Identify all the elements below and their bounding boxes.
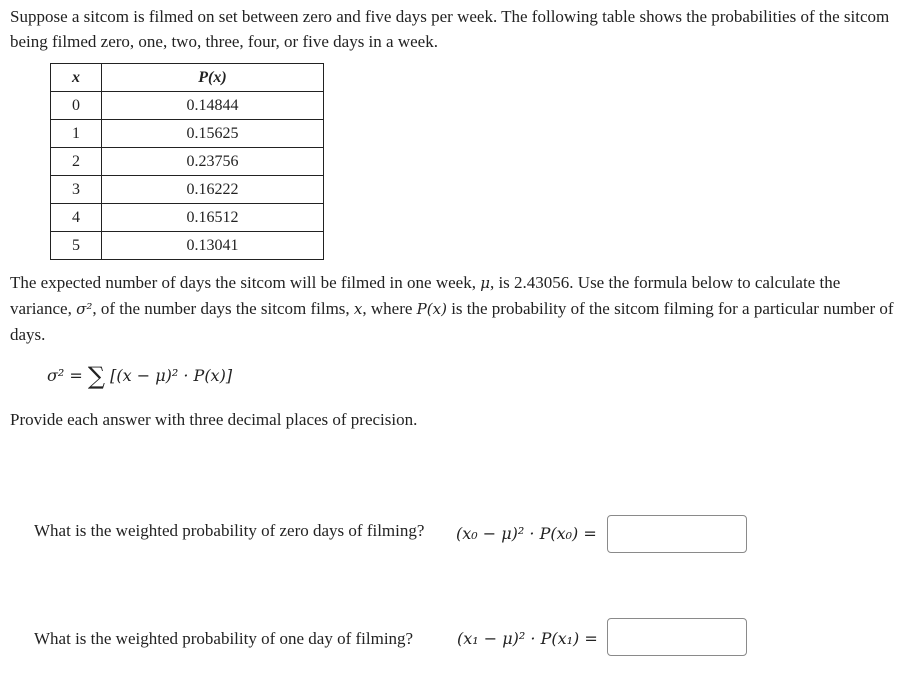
table-row: [51, 176, 324, 204]
expected-text-4: , where: [362, 299, 417, 318]
question-one-day-expression: (x₁ − μ)² · P(x₁) =: [457, 629, 598, 648]
header-x: x: [51, 64, 102, 92]
summation-icon: ∑: [87, 362, 106, 390]
table-header-row: [51, 64, 324, 92]
cell-px: 0.16222: [102, 176, 324, 204]
formula-lhs: σ² =: [47, 366, 88, 385]
px-symbol: P(x): [416, 300, 447, 318]
answer-one-day-input[interactable]: [607, 618, 747, 656]
header-px: P(x): [102, 64, 324, 92]
table-row: [51, 232, 324, 260]
precision-instruction: Provide each answer with three decimal places of precision.: [10, 410, 418, 429]
cell-px: 0.15625: [102, 120, 324, 148]
cell-px: 0.16512: [102, 204, 324, 232]
question-zero-days-label: What is the weighted probability of zero days of filming?: [34, 521, 425, 540]
cell-px: 0.13041: [102, 232, 324, 260]
intro-text: Suppose a sitcom is filmed on set between zero and five days per week. The following table shows the probabilities of the sitcom being filmed zero, one, two, three, four, or five days in a week.: [10, 7, 890, 51]
sigma-squared-symbol: σ²: [76, 300, 93, 318]
variance-formula: [47, 362, 232, 390]
question-zero-days-expression: (x₀ − μ)² · P(x₀) =: [456, 524, 597, 543]
mu-symbol: μ: [480, 274, 490, 292]
table-row: [51, 204, 324, 232]
cell-px: 0.23756: [102, 148, 324, 176]
expected-text-2: , is 2.43056. Use the formula below to calculate the variance,: [10, 273, 841, 318]
expected-text-5: is the probability of the sitcom filming for a particular number of days.: [10, 299, 894, 344]
question-one-day-label: What is the weighted probability of one day of filming?: [34, 629, 414, 648]
cell-x: 4: [51, 204, 102, 232]
table-row: [51, 148, 324, 176]
formula-rhs: [(x − μ)² · P(x)]: [105, 366, 233, 385]
expected-value-paragraph: [10, 270, 895, 347]
expected-text-1: The expected number of days the sitcom will be filmed in one week,: [10, 273, 481, 292]
x-symbol: x: [353, 300, 363, 318]
table-row: [51, 120, 324, 148]
table-row: [51, 92, 324, 120]
cell-x: 5: [51, 232, 102, 260]
expected-text-3: , of the number days the sitcom films,: [92, 299, 354, 318]
cell-x: 1: [51, 120, 102, 148]
cell-x: 0: [51, 92, 102, 120]
cell-px: 0.14844: [102, 92, 324, 120]
probability-table: [50, 63, 324, 260]
answer-zero-days-input[interactable]: [607, 515, 747, 553]
cell-x: 2: [51, 148, 102, 176]
cell-x: 3: [51, 176, 102, 204]
